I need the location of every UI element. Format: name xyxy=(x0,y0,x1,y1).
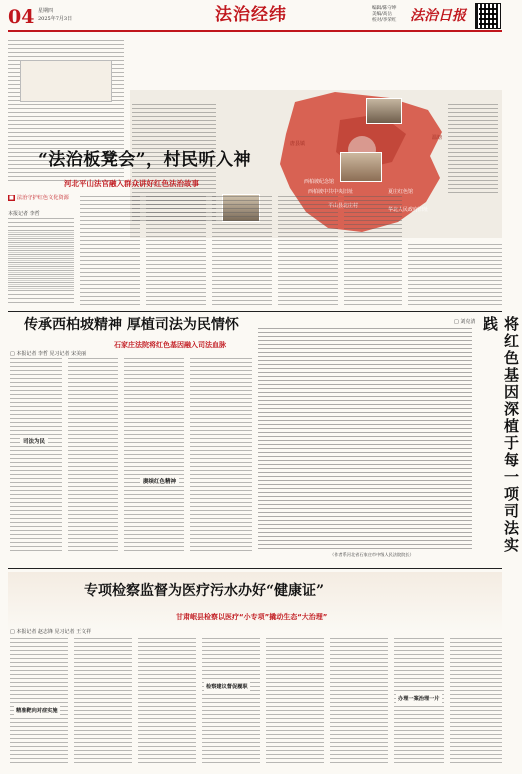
column-tag: ■ 法治守护红色文化资源 xyxy=(9,195,69,201)
memorial-hall-photo xyxy=(340,152,382,182)
body-text xyxy=(330,638,388,766)
body-text xyxy=(266,638,324,766)
story1-byline: 本报记者 李哲 xyxy=(8,211,40,217)
story4-byline: □ 本报记者 赵志锋 见习记者 王文祥 xyxy=(10,629,92,635)
body-text xyxy=(124,358,184,554)
map-label: 唐县镇 xyxy=(290,141,306,147)
decorative-band xyxy=(8,572,502,632)
story-divider xyxy=(8,568,502,569)
issue-date: 2025年7月3日 xyxy=(38,16,73,22)
story3-headline: 传承西柏坡精神 厚植司法为民情怀 xyxy=(24,317,239,333)
body-text xyxy=(278,196,338,306)
body-text xyxy=(146,196,206,306)
subsection-heading: 司法为民 xyxy=(20,436,48,446)
map-label: 夏庄红色馆 xyxy=(388,189,414,195)
lead-subhead: 河北平山法官融入群众讲好红色法治故事 xyxy=(64,179,199,188)
caption-box xyxy=(20,60,112,102)
subsection-heading: 检察建议督促履职 xyxy=(206,684,248,690)
body-text xyxy=(74,638,132,766)
map-label: 西柏坡中共中央旧址 xyxy=(308,189,354,195)
body-text xyxy=(258,328,472,550)
editor-credits: 编辑/陈守坤 美编/高岳 校对/李荣红 xyxy=(372,6,397,23)
lead-headline: “法治板凳会”，村民听入神 xyxy=(38,150,252,170)
body-text xyxy=(448,104,498,194)
weekday: 星期四 xyxy=(38,8,54,14)
masthead-rule xyxy=(8,30,502,32)
body-text xyxy=(10,358,62,554)
body-text xyxy=(190,358,252,554)
subsection-heading: 赓续红色精神 xyxy=(140,476,179,486)
subsection-heading: 精准靶向对症实施 xyxy=(16,708,58,714)
map-label: 华北人民政府旧址 xyxy=(388,207,429,213)
story3-byline: □ 本报记者 李哲 见习记者 宋美丽 xyxy=(10,351,87,357)
subsection-heading: 办理一案治理一片 xyxy=(398,696,440,702)
map-label: 温塘 xyxy=(432,135,443,141)
body-text xyxy=(138,638,196,766)
body-text xyxy=(8,232,74,292)
body-text xyxy=(68,358,118,554)
body-text xyxy=(450,638,502,766)
body-text xyxy=(408,244,502,306)
village-photo xyxy=(366,98,402,124)
story2-footer: （作者系河北省石家庄市中级人民法院院长） xyxy=(330,552,414,557)
story4-headline: 专项检察监督为医疗污水办好“健康证” xyxy=(84,583,325,599)
story-divider xyxy=(8,311,502,312)
story3-subhead: 石家庄法院将红色基因融入司法血脉 xyxy=(114,341,226,349)
section-title: 法治经纬 xyxy=(215,5,287,25)
map-label: 西柏坡纪念馆 xyxy=(304,179,335,185)
body-text xyxy=(202,638,260,766)
qr-code-icon xyxy=(476,4,500,28)
body-text xyxy=(344,196,402,306)
body-text xyxy=(212,196,272,306)
body-text xyxy=(80,196,140,306)
body-text xyxy=(10,638,68,766)
newspaper-logo: 法治日报 xyxy=(410,8,466,24)
map-label: 平山县北庄村 xyxy=(328,203,359,209)
story4-subhead: 甘肃岷县检察以医疗“小专项”撬动生态“大治理” xyxy=(176,613,328,621)
commentary-headline: 将红色基因深植于每一项司法实践 xyxy=(481,316,520,554)
story2-byline: □ 刘克清 xyxy=(454,319,476,325)
page-number: 04 xyxy=(8,6,35,28)
